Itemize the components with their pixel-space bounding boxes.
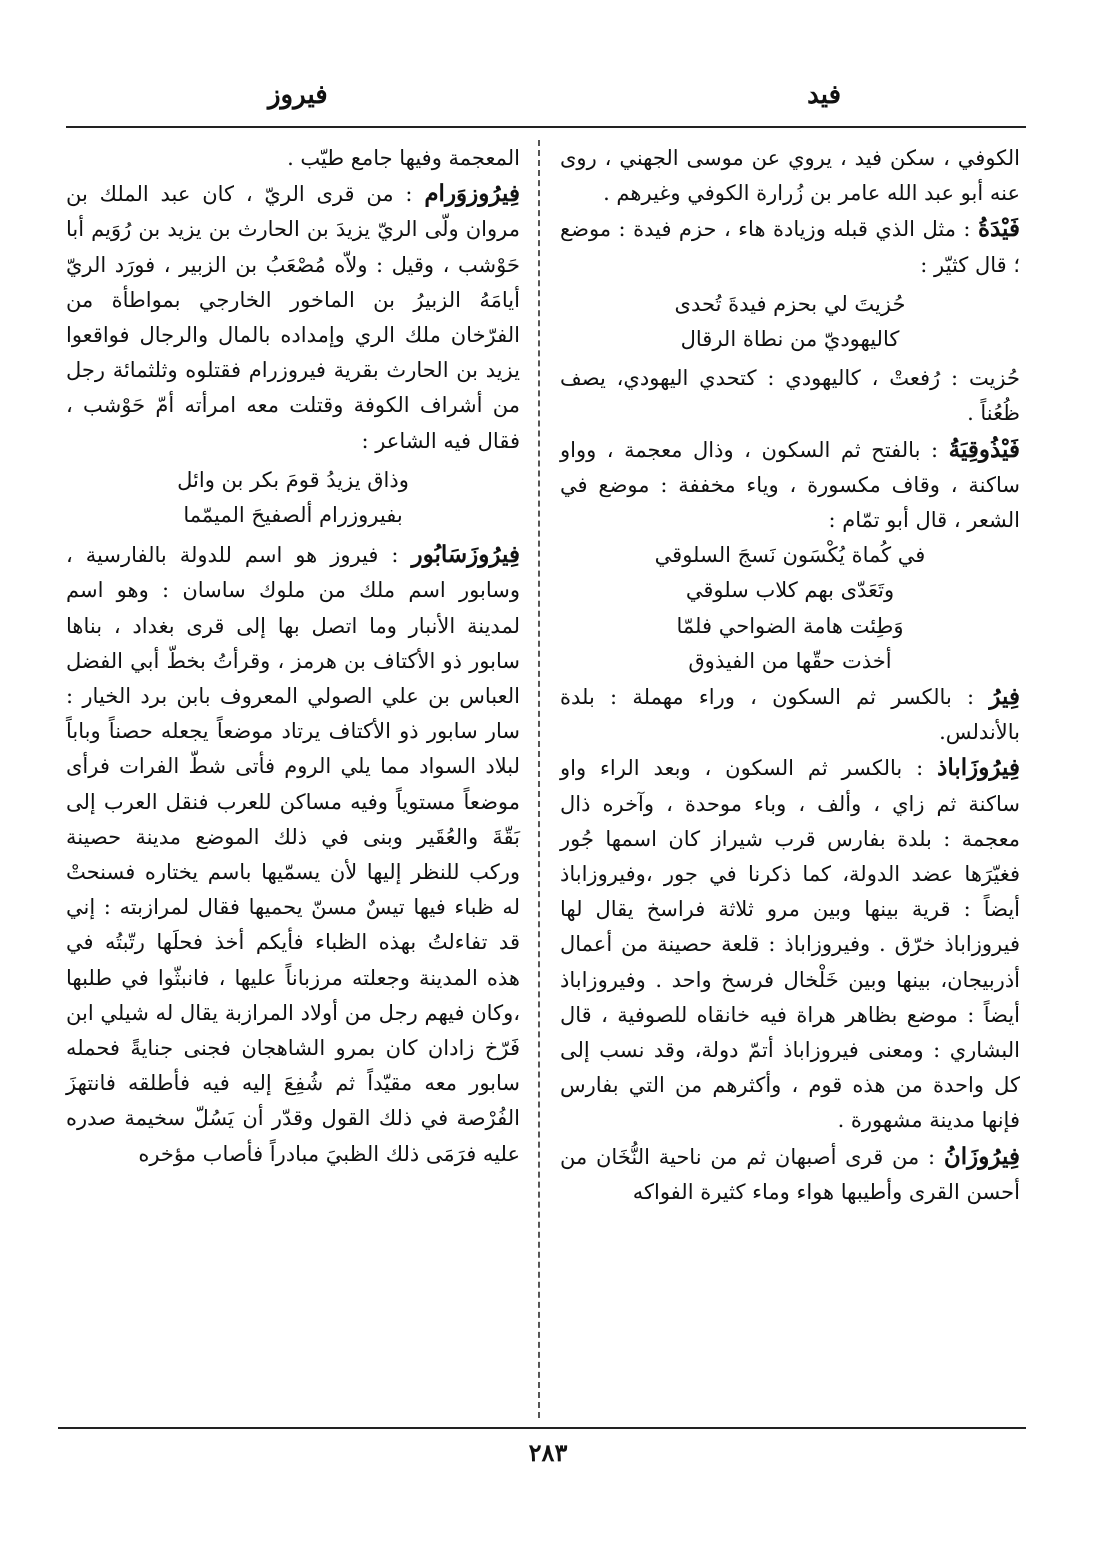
right-column <box>560 141 1020 1210</box>
headword: فِيرُوزوَرام <box>424 180 520 208</box>
header-rule <box>66 126 1026 128</box>
entry-text: : فيروز هو اسم للدولة بالفارسية ، وسابور اسم ملك من ملوك ساسان : وهو اسم لمدينة الأنبار وما اتصل بها إلى قرى بغداد ، بناها سابور ذو الأكتاف بن هرمز ، وقرأتُ بخطّ أبي الفضل العباس بن علي الصولي المعروف بابن برد الخيار : سار سابور ذو الأكتاف يرتاد موضعاً يجعله حصناً وباباً لبلاد السواد مما يلي الروم فأتى شطّ الفرات فرأى موضعاً مستوياً وفيه مساكن للعرب فنقل العرب إلى بَقّةَ والعُقَير وبنى في ذلك الموضع مدينة حصينة وركب للنظر إليها لأن يسمّيها باسم يختاره فسنحتْ له ظباء فيها تيسٌ مسنّ يحميها فقال لمرازبته : إني قد تفاءلتُ بهذه الظباء فأيكم أخذ فحلَها رتّبتُه في هذه المدينة وجعلته مرزباناً عليها ، فانبثّوا في طلبها ،وكان فيهم رجل من أولاد المرازبة يقال له شيلي ابن فَرّخ زادان كان بمرو الشاهجان فجنى جنايةً فحمله سابور معه مقيّداً ثم شُفِعَ إليه فيه فأطلقه فانتهزَ الفُرْصة في ذلك القول وقدّر أن يَسُلّ سخيمة صدره عليه فرَمَى ذلك الظبيَ مبادراً فأصاب مؤخره <box>66 543 520 1166</box>
verse-block <box>66 463 520 533</box>
headword: فِيرُ <box>989 683 1020 711</box>
verse-line: أخذت حقّها من الفيذوق <box>688 648 892 673</box>
footer-rule <box>58 1427 1026 1429</box>
gloss-paragraph: حُزيت : رُفعتْ ، كاليهودي : كتحدي اليهودي، يصف ظُعُناً . <box>560 366 1020 426</box>
entry-continuation: الكوفي ، سكن فيد ، يروي عن موسى الجهني ، روى عنه أبو عبد الله عامر بن زُرارة الكوفي وغيرهم . <box>560 146 1020 206</box>
running-head-right: فيد <box>807 80 841 110</box>
running-head-left: فيروز <box>268 80 328 110</box>
entry-continuation: المعجمة وفيها جامع طيّب . <box>287 146 520 170</box>
headword: فِيرُوزَانُ <box>943 1142 1020 1170</box>
headword: فِيرُوزَسَابُور <box>411 541 520 569</box>
verse-line: وَطِئت هامة الضواحي فلمّا <box>676 613 904 638</box>
entry-firuzsabur <box>66 537 520 1172</box>
entry-text: : من قرى أصبهان ثم من ناحية النُّخَان من أحسن القرى وأطيبها هواء وماء كثيرة الفواكه <box>560 1144 1020 1204</box>
left-column <box>66 141 520 1172</box>
entry-text: : من قرى الريّ ، كان عبد الملك بن مروان ولّى الريّ يزيدَ بن الحارث بن يزيد بن رُوَيم أبا حَوْشب ، وقيل : ولاّه مُصْعَبُ بن الزبير ، فورَد الريّ أيامَهُ الزبيرُ بن الماخور الخارجي بمواطأة من الفرّخان ملك الري وإمداده بالمال والرجال فواقعوا يزيد بن الحارث بقرية فيروزرام فقتلوه وثلثمائة رجل من أشراف الكوفة وقتلت معه امرأته أمّ حَوْشب ، فقال فيه الشاعر : <box>66 182 520 453</box>
entry-firuzram <box>66 176 520 459</box>
headword: فَيْدَةُ <box>977 215 1020 243</box>
entry-text: : بالكسر ثم السكون ، وبعد الراء واو ساكنة ثم زاي ، وألف ، وباء موحدة ، وآخره ذال معجمة : بلدة بفارس قرب شيراز كان اسمها جُور فغيّرَها عضد الدولة، كما ذكرنا في جور ،وفيروزاباذ أيضاً : قرية بينها وبين مرو ثلاثة فراسخ يقال لها فيروزاباذ خرّق . وفيروزاباذ : قلعة حصينة من أعمال أذربيجان، بينها وبين خَلْخال فرسخ واحد . وفيروزاباذ أيضاً : موضع بظاهر هراة فيه خانقاه للصوفية ، قال البشاري : ومعنى فيروزاباذ أتمّ دولة، وقد نسب إلى كل واحدة من هذه قوم ، وأكثرهم من التي بفارس فإنها مدينة مشهورة . <box>560 756 1021 1133</box>
entry-fir <box>560 679 1020 750</box>
entry-text: : بالفتح ثم السكون ، وذال معجمة ، وواو ساكنة ، وقاف مكسورة ، وياء مخففة : موضع في الشعر ، قال أبو تمّام : <box>560 437 1020 533</box>
verse-block <box>560 287 1020 357</box>
verse-line: وذاق يزيدُ قومَ بكر بن وائل <box>177 467 409 492</box>
verse-block <box>560 538 1020 679</box>
entry-faydhuqiya <box>560 432 1020 539</box>
entry-text: : بالكسر ثم السكون ، وراء مهملة : بلدة بالأندلس. <box>560 685 1020 745</box>
entry-firuzan <box>560 1139 1020 1210</box>
verse-line: في كُماة يُكْسَون نَسجَ السلوقي <box>654 543 926 568</box>
headword: فَيْذُوقِيَةُ <box>948 435 1020 463</box>
entry-firuzabadh <box>560 750 1020 1138</box>
page-number: ٢٨٣ <box>528 1438 568 1467</box>
verse-line: وتَعَدّى بهم كلاب سلوقي <box>685 578 895 603</box>
column-divider <box>538 140 540 1418</box>
headword: فِيرُوزَاباذ <box>937 754 1020 782</box>
verse-line: حُزيتَ لي بحزم فيدةَ تُحدى <box>674 291 906 316</box>
verse-line: بفيروزرام ألصفيحَ الميمّما <box>183 503 403 528</box>
verse-line: كاليهوديّ من نطاة الرقال <box>680 327 900 352</box>
entry-text: : مثل الذي قبله وزيادة هاء ، حزم فيدة : موضع ؛ قال كثيّر : <box>560 217 1020 277</box>
entry-fayda <box>560 211 1020 282</box>
